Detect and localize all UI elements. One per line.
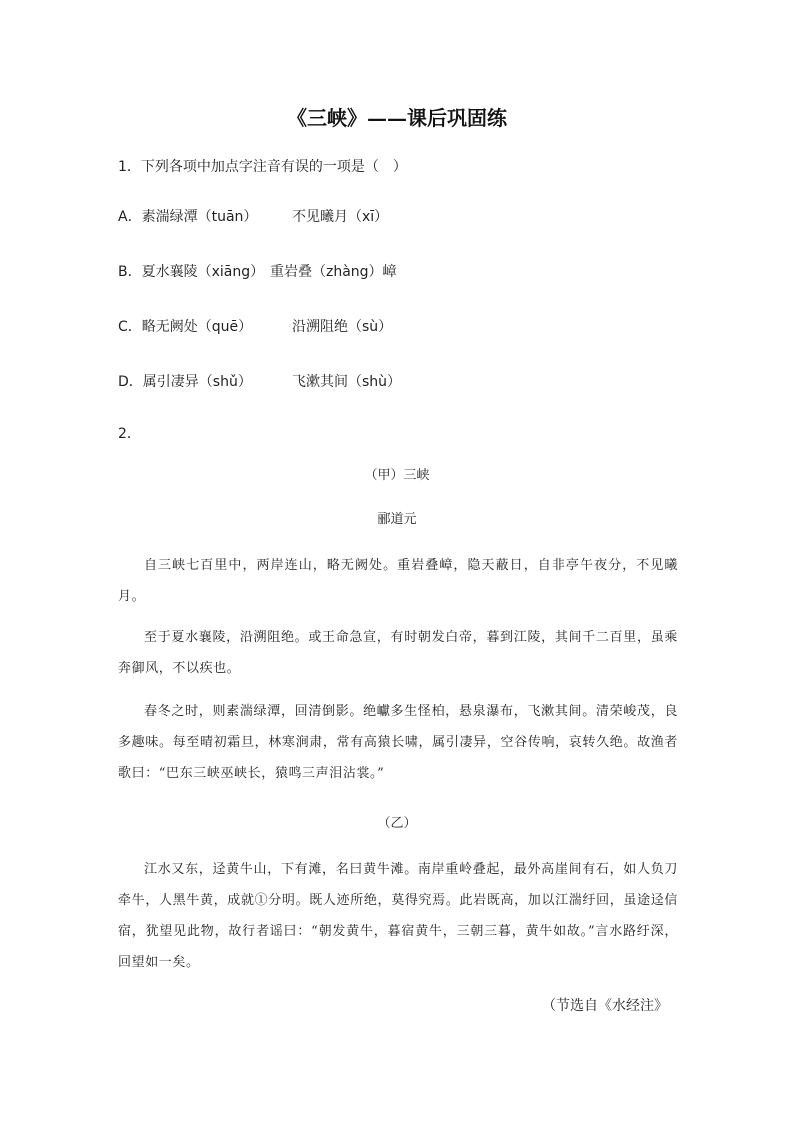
option-a-part1: A．素湍绿潭（tuān） (118, 209, 258, 225)
option-a-part2: 不见曦月（xī） (292, 209, 389, 225)
question-1-option-c (118, 317, 393, 337)
question-1-option-b (118, 262, 397, 282)
option-d-part1: D．属引凄异（shǔ） (118, 374, 252, 390)
question-2-number: 2． (118, 426, 141, 442)
option-c-part1: C．略无阙处（quē） (118, 319, 253, 335)
option-b-part2: 重岩叠（zhàng）嶂 (270, 264, 397, 280)
passage-jia-paragraph-1: 自三峡七百里中，两岸连山，略无阙处。重岩叠嶂，隐天蔽日，自非亭午夜分，不见曦月。 (118, 558, 678, 604)
passage-jia-author: 郦道元 (377, 512, 417, 527)
passage-yi-title: （乙） (377, 816, 417, 831)
question-1-stem: 1．下列各项中加点字注音有误的一项是（ ） (118, 159, 407, 175)
page-title: 《三峡》——课后巩固练 (287, 106, 507, 130)
option-d-part2: 飞漱其间（shù） (292, 374, 402, 390)
question-1-option-d (118, 372, 402, 392)
passage-jia-paragraph-2: 至于夏水襄陵，沿溯阻绝。或王命急宣，有时朝发白帝，暮到江陵，其间千二百里，虽乘奔御风，不以疾也。 (118, 630, 678, 676)
passage-jia-title: （甲）三峡 (364, 468, 430, 483)
question-1-option-a (118, 207, 389, 227)
passage-source: （节选自《水经注》 (542, 998, 668, 1014)
passage-jia-paragraph-3: 春冬之时，则素湍绿潭，回清倒影。绝巘多生怪柏，悬泉瀑布，飞漱其间。清荣峻茂，良多趣味。每至晴初霜旦，林寒涧肃，常有高猿长啸，属引凄异，空谷传响，哀转久绝。故渔者歌曰：“巴东三峡巫峡长，猿鸣三声泪沾裳。” (118, 704, 678, 781)
option-c-part2: 沿溯阻绝（sù） (292, 319, 393, 335)
option-b-part1: B．夏水襄陵（xiāng） (118, 264, 265, 280)
passage-yi-paragraph-1: 江水又东，迳黄牛山，下有滩，名曰黄牛滩。南岸重岭叠起，最外高崖间有石，如人负刀牵牛，人黑牛黄，成就①分明。既人迹所绝，莫得究焉。此岩既高，加以江湍纡回，虽途迳信宿，犹望见此物，故行者谣曰：“朝发黄牛，暮宿黄牛，三朝三暮，黄牛如故。”言水路纡深，回望如一矣。 (118, 862, 678, 970)
